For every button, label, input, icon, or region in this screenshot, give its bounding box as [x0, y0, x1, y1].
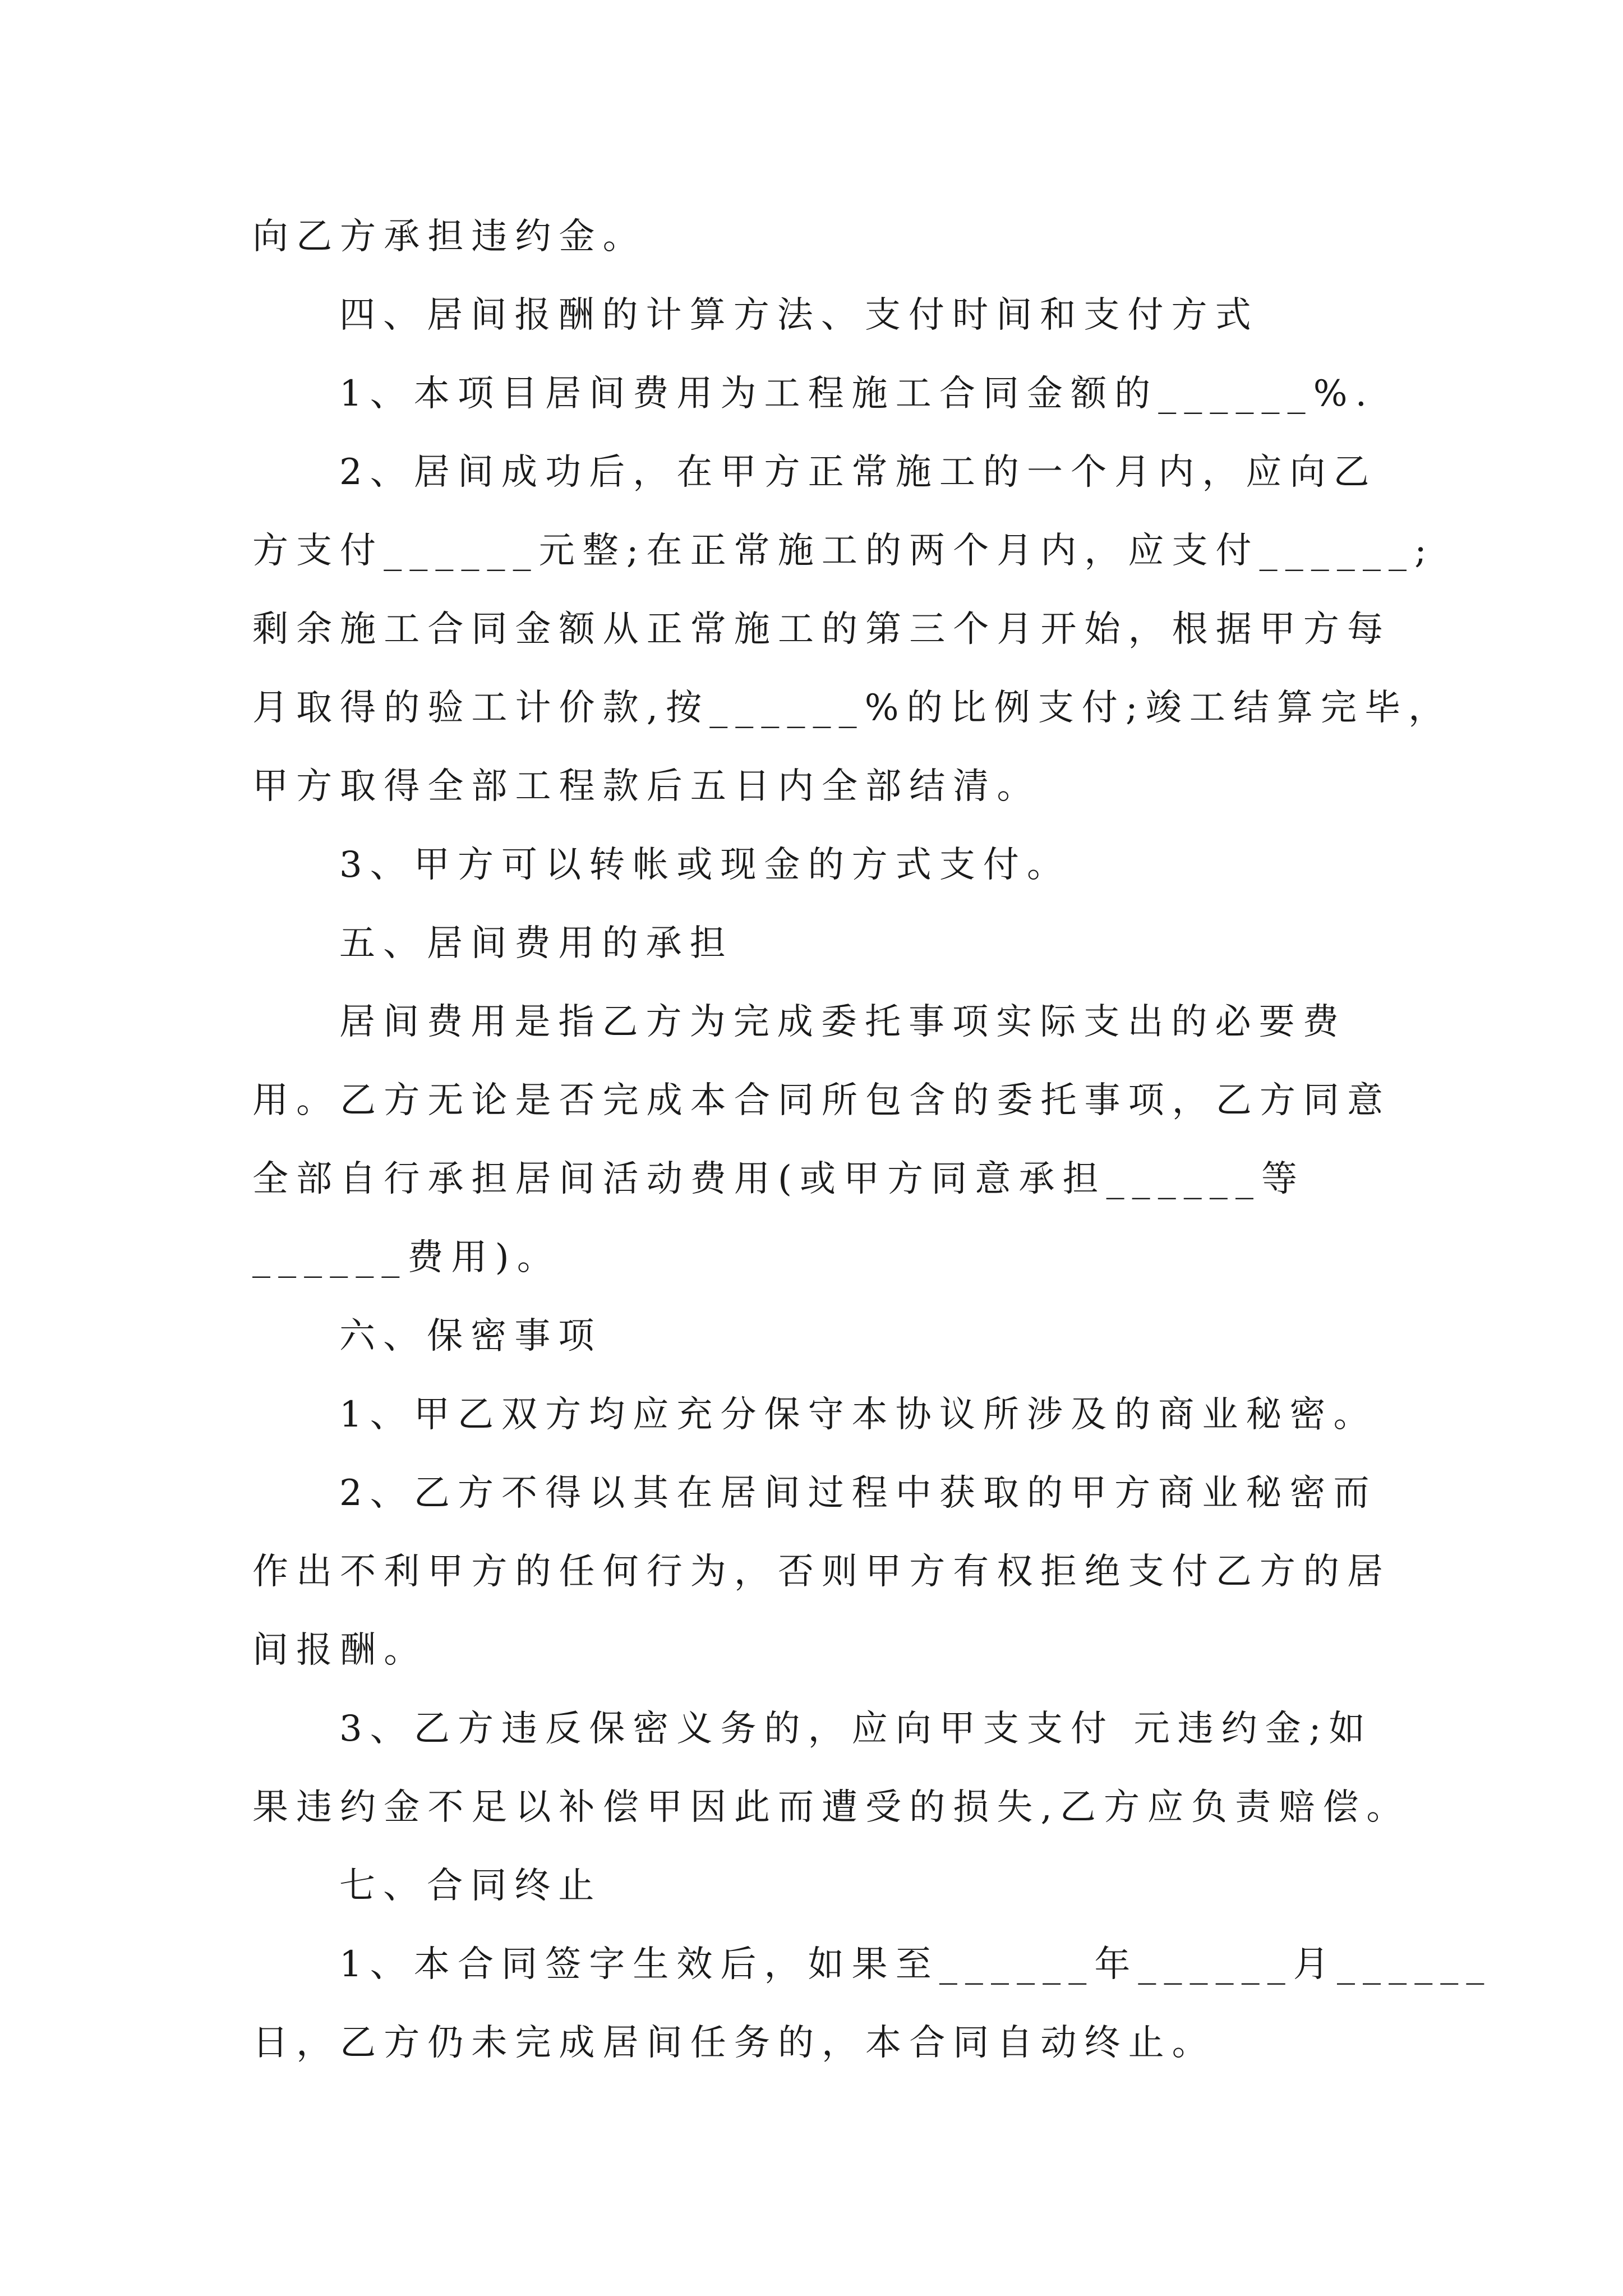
section-5-line-1: 居间费用是指乙方为完成委托事项实际支出的必要费	[339, 1001, 1347, 1043]
clause-6-3-line-1: 3、乙方违反保密义务的，应向甲支支付 元违约金;如	[339, 1708, 1373, 1750]
clause-4-2-line-2: 方支付______元整;在正常施工的两个月内，应支付______;	[252, 530, 1435, 572]
section-heading-4: 四、居间报酬的计算方法、支付时间和支付方式	[339, 295, 1259, 336]
clause-7-1-line-2: 日，乙方仍未完成居间任务的，本合同自动终止。	[252, 2022, 1216, 2064]
clause-6-2-line-3: 间报酬。	[252, 1630, 428, 1671]
section-5-line-4: ______费用)。	[252, 1237, 561, 1278]
section-5-line-3: 全部自行承担居间活动费用(或甲方同意承担______等	[252, 1158, 1306, 1200]
section-heading-6: 六、保密事项	[339, 1315, 602, 1357]
clause-6-1: 1、甲乙双方均应充分保守本协议所涉及的商业秘密。	[339, 1394, 1377, 1435]
clause-4-2-line-4: 月取得的验工计价款,按______%的比例支付;竣工结算完毕，	[252, 687, 1453, 729]
clause-6-2-line-2: 作出不利甲方的任何行为，否则甲方有权拒绝支付乙方的居	[252, 1551, 1391, 1593]
clause-6-3-line-2: 果违约金不足以补偿甲因此而遭受的损失,乙方应负责赔偿。	[252, 1787, 1410, 1828]
clause-4-3: 3、甲方可以转帐或现金的方式支付。	[339, 844, 1071, 886]
clause-6-2-line-1: 2、乙方不得以其在居间过程中获取的甲方商业秘密而	[339, 1473, 1377, 1514]
clause-4-2-line-3: 剩余施工合同金额从正常施工的第三个月开始，根据甲方每	[252, 609, 1391, 650]
clause-4-2-line-1: 2、居间成功后，在甲方正常施工的一个月内，应向乙	[339, 452, 1377, 493]
section-heading-7: 七、合同终止	[339, 1865, 602, 1907]
clause-4-2-line-5: 甲方取得全部工程款后五日内全部结清。	[252, 766, 1041, 807]
section-5-line-2: 用。乙方无论是否完成本合同所包含的委托事项，乙方同意	[252, 1080, 1391, 1121]
clause-4-1: 1、本项目居间费用为工程施工合同金额的______%.	[339, 373, 1375, 415]
clause-7-1-line-1: 1、本合同签字生效后，如果至______年______月______	[339, 1944, 1492, 1985]
text-line-1: 向乙方承担违约金。	[252, 216, 647, 257]
section-heading-5: 五、居间费用的承担	[339, 923, 734, 964]
